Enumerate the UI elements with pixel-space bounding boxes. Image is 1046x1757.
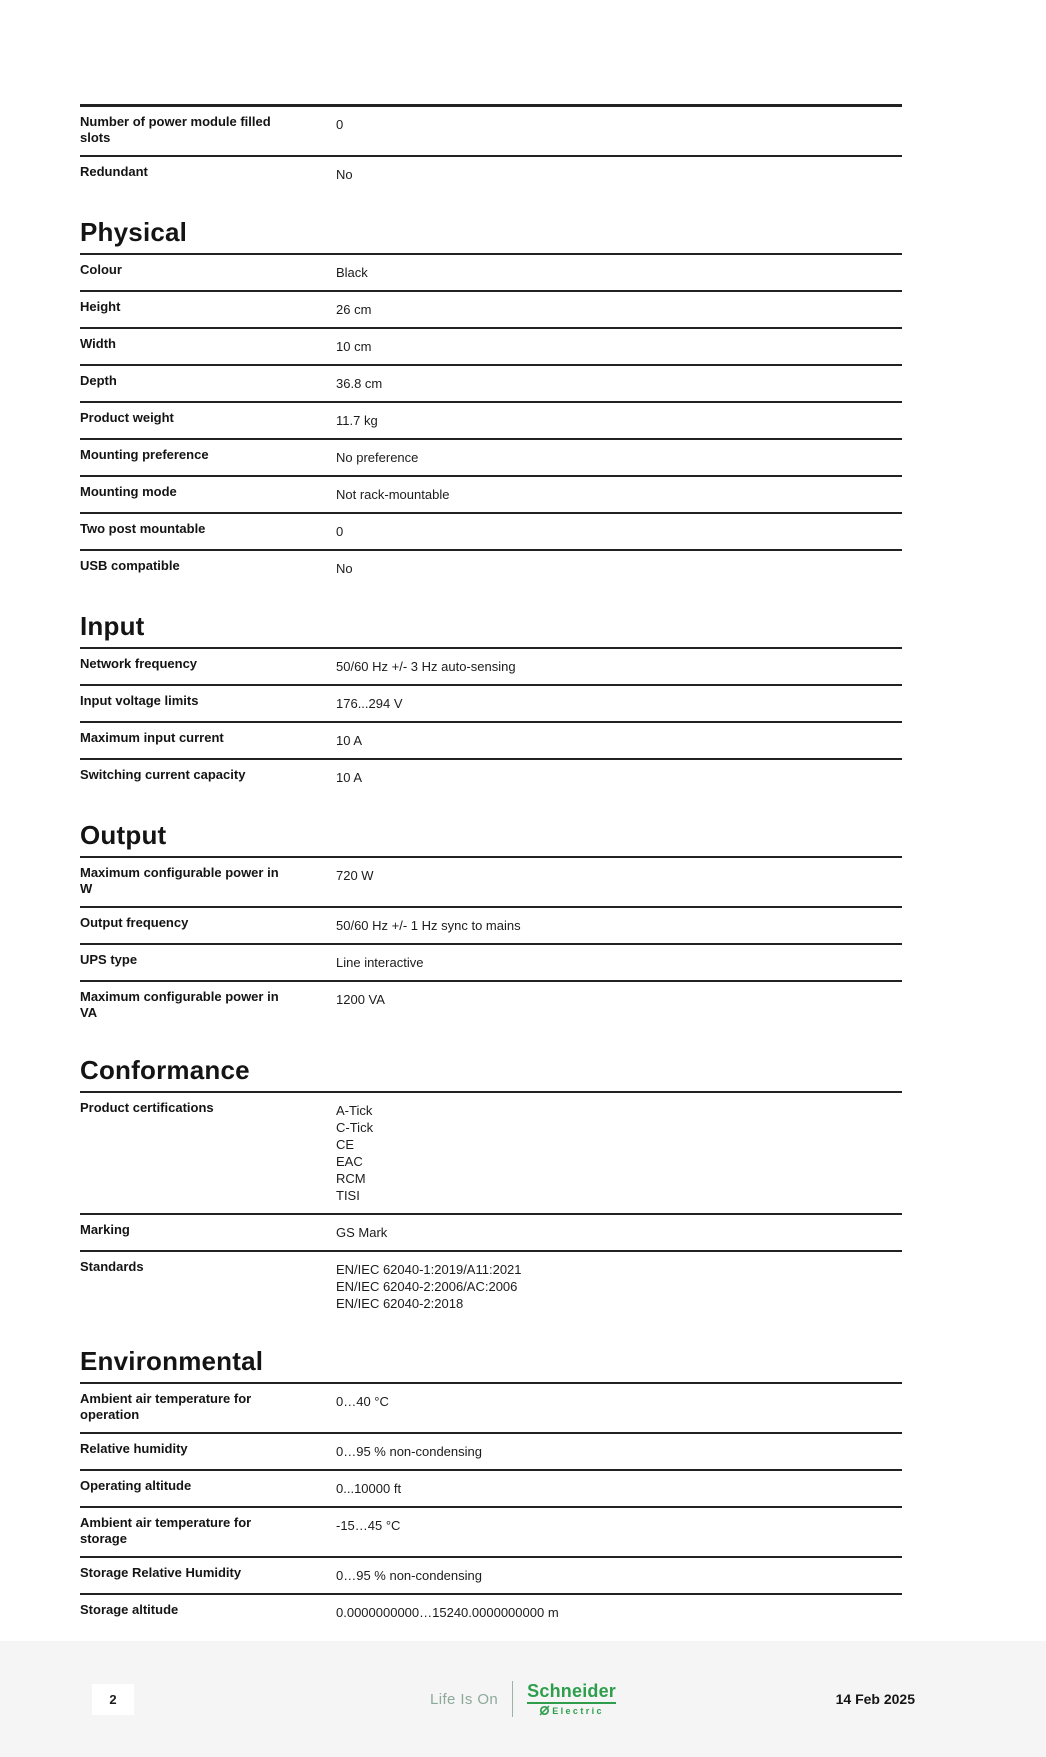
spec-section (80, 1056, 902, 1321)
spec-row (80, 1558, 902, 1595)
spec-label: Mounting mode (80, 484, 177, 499)
spec-row (80, 403, 902, 440)
spec-row (80, 723, 902, 760)
spec-label: Switching current capacity (80, 767, 246, 782)
spec-value-line: 0 (336, 117, 344, 132)
spec-table (80, 647, 902, 795)
spec-row (80, 1508, 902, 1558)
spec-value (336, 865, 902, 884)
spec-value-line: 176...294 V (336, 696, 403, 711)
spec-value (336, 299, 902, 318)
spec-value-line: C-Tick (336, 1120, 374, 1135)
spec-value (336, 373, 902, 392)
spec-label: Mounting preference (80, 447, 209, 462)
spec-row (80, 945, 902, 982)
spec-row (80, 477, 902, 514)
spec-value (336, 262, 902, 281)
spec-table (80, 1091, 902, 1321)
spec-value (336, 484, 902, 503)
spec-label: Redundant (80, 164, 148, 179)
spec-value (336, 1391, 902, 1410)
spec-value-line: EN/IEC 62040-2:2018 (336, 1296, 464, 1311)
spec-value (336, 1515, 902, 1534)
spec-value-line: GS Mark (336, 1225, 388, 1240)
spec-value (336, 1565, 902, 1584)
spec-value (336, 410, 902, 429)
spec-value (336, 336, 902, 355)
spec-label: Depth (80, 373, 117, 388)
spec-value-line: 0 (336, 524, 344, 539)
spec-value-line: 50/60 Hz +/- 1 Hz sync to mains (336, 918, 521, 933)
spec-value-line: 10 A (336, 770, 363, 785)
spec-value-line: EAC (336, 1154, 363, 1169)
spec-label: Network frequency (80, 656, 198, 671)
spec-label: Relative humidity (80, 1441, 188, 1456)
spec-row (80, 1434, 902, 1471)
spec-value-line: 0…95 % non-condensing (336, 1568, 482, 1583)
life-is-on-tagline: Life Is On (429, 1690, 499, 1708)
spec-value (336, 767, 902, 786)
spec-value-line: A-Tick (336, 1103, 373, 1118)
spec-value-line: Line interactive (336, 955, 424, 970)
spec-row (80, 1215, 902, 1252)
spec-label: Standards (80, 1259, 144, 1274)
brand-block (527, 1682, 616, 1716)
spec-table (80, 856, 902, 1030)
spec-value-line: Black (336, 265, 368, 280)
spec-label: Input voltage limits (80, 693, 199, 708)
spec-row (80, 1093, 902, 1215)
spec-label: Product certifications (80, 1100, 214, 1115)
spec-value-line: 0...10000 ft (336, 1481, 402, 1496)
spec-label: Ambient air temperature for operation (80, 1391, 252, 1422)
spec-row (80, 107, 902, 157)
page-number: 2 (109, 1692, 117, 1707)
spec-section (80, 104, 902, 192)
spec-value (336, 989, 902, 1008)
spec-row (80, 908, 902, 945)
spec-value-line: -15…45 °C (336, 1518, 401, 1533)
brand-underline (527, 1702, 616, 1704)
electric-logo-icon (539, 1705, 550, 1716)
spec-value-line: RCM (336, 1171, 366, 1186)
spec-value-line: EN/IEC 62040-2:2006/AC:2006 (336, 1279, 518, 1294)
spec-row (80, 292, 902, 329)
spec-label: Height (80, 299, 121, 314)
spec-value-line: 10 cm (336, 339, 372, 354)
spec-row (80, 157, 902, 192)
spec-value (336, 656, 902, 675)
spec-label: Colour (80, 262, 122, 277)
page-footer (0, 1641, 1046, 1757)
spec-label: Maximum input current (80, 730, 224, 745)
spec-value-line: No (336, 561, 353, 576)
spec-row (80, 255, 902, 292)
spec-table (80, 1382, 902, 1630)
section-title: Output (80, 820, 167, 850)
spec-row (80, 440, 902, 477)
spec-row (80, 649, 902, 686)
spec-label: USB compatible (80, 558, 180, 573)
section-title: Environmental (80, 1346, 264, 1376)
spec-value (336, 447, 902, 466)
spec-section (80, 1347, 902, 1630)
spec-value-line: 10 A (336, 733, 363, 748)
spec-value-line: 0.0000000000…15240.0000000000 m (336, 1605, 559, 1620)
spec-content (80, 104, 902, 1630)
spec-value (336, 952, 902, 971)
spec-label: Output frequency (80, 915, 189, 930)
spec-row (80, 982, 902, 1030)
spec-value-line: Not rack-mountable (336, 487, 450, 502)
spec-value-line: 720 W (336, 868, 374, 883)
spec-value-line: 11.7 kg (336, 413, 378, 428)
spec-label: Ambient air temperature for storage (80, 1515, 252, 1546)
spec-label: Storage Relative Humidity (80, 1565, 242, 1580)
spec-value (336, 1259, 902, 1312)
spec-sections (80, 104, 902, 1630)
spec-row (80, 366, 902, 403)
spec-value (336, 521, 902, 540)
spec-value (336, 730, 902, 749)
spec-value-line: 0…95 % non-condensing (336, 1444, 482, 1459)
logo-divider (512, 1681, 513, 1717)
spec-row (80, 551, 902, 586)
section-title: Physical (80, 217, 188, 247)
spec-section (80, 612, 902, 795)
spec-label: Product weight (80, 410, 174, 425)
spec-value-line: 50/60 Hz +/- 3 Hz auto-sensing (336, 659, 516, 674)
spec-label: Maximum configurable power in W (80, 865, 279, 896)
spec-label: Maximum configurable power in VA (80, 989, 279, 1020)
spec-label: Two post mountable (80, 521, 206, 536)
spec-value-line: 0…40 °C (336, 1394, 389, 1409)
spec-table (80, 104, 902, 192)
spec-value-line: 26 cm (336, 302, 372, 317)
spec-row (80, 329, 902, 366)
spec-value-line: CE (336, 1137, 355, 1152)
spec-value (336, 558, 902, 577)
spec-value (336, 1441, 902, 1460)
spec-value-line: TISI (336, 1188, 360, 1203)
spec-label: UPS type (80, 952, 138, 967)
spec-label: Number of power module filled slots (80, 114, 271, 145)
spec-value-line: No preference (336, 450, 419, 465)
spec-label: Marking (80, 1222, 130, 1237)
spec-value (336, 164, 902, 183)
spec-value (336, 1100, 902, 1204)
spec-value (336, 114, 902, 133)
spec-label: Width (80, 336, 116, 351)
spec-section (80, 821, 902, 1030)
footer-date: 14 Feb 2025 (835, 1691, 915, 1707)
schneider-wordmark: Schneider (527, 1681, 617, 1701)
electric-text: Electric (552, 1705, 604, 1716)
spec-label: Operating altitude (80, 1478, 192, 1493)
spec-value-line: 36.8 cm (336, 376, 383, 391)
section-title: Conformance (80, 1055, 250, 1085)
spec-row (80, 1252, 902, 1321)
spec-value (336, 693, 902, 712)
spec-value (336, 1602, 902, 1621)
spec-label: Storage altitude (80, 1602, 179, 1617)
spec-row (80, 1384, 902, 1434)
spec-value (336, 1222, 902, 1241)
spec-value-line: No (336, 167, 353, 182)
spec-value-line: EN/IEC 62040-1:2019/A11:2021 (336, 1262, 522, 1277)
spec-row (80, 760, 902, 795)
section-title: Input (80, 611, 145, 641)
spec-row (80, 686, 902, 723)
spec-value-line: 1200 VA (336, 992, 385, 1007)
brand-subline (539, 1705, 604, 1716)
spec-row (80, 858, 902, 908)
spec-section (80, 218, 902, 586)
spec-value (336, 915, 902, 934)
spec-row (80, 1595, 902, 1630)
spec-value (336, 1478, 902, 1497)
spec-row (80, 514, 902, 551)
spec-table (80, 253, 902, 586)
spec-row (80, 1471, 902, 1508)
